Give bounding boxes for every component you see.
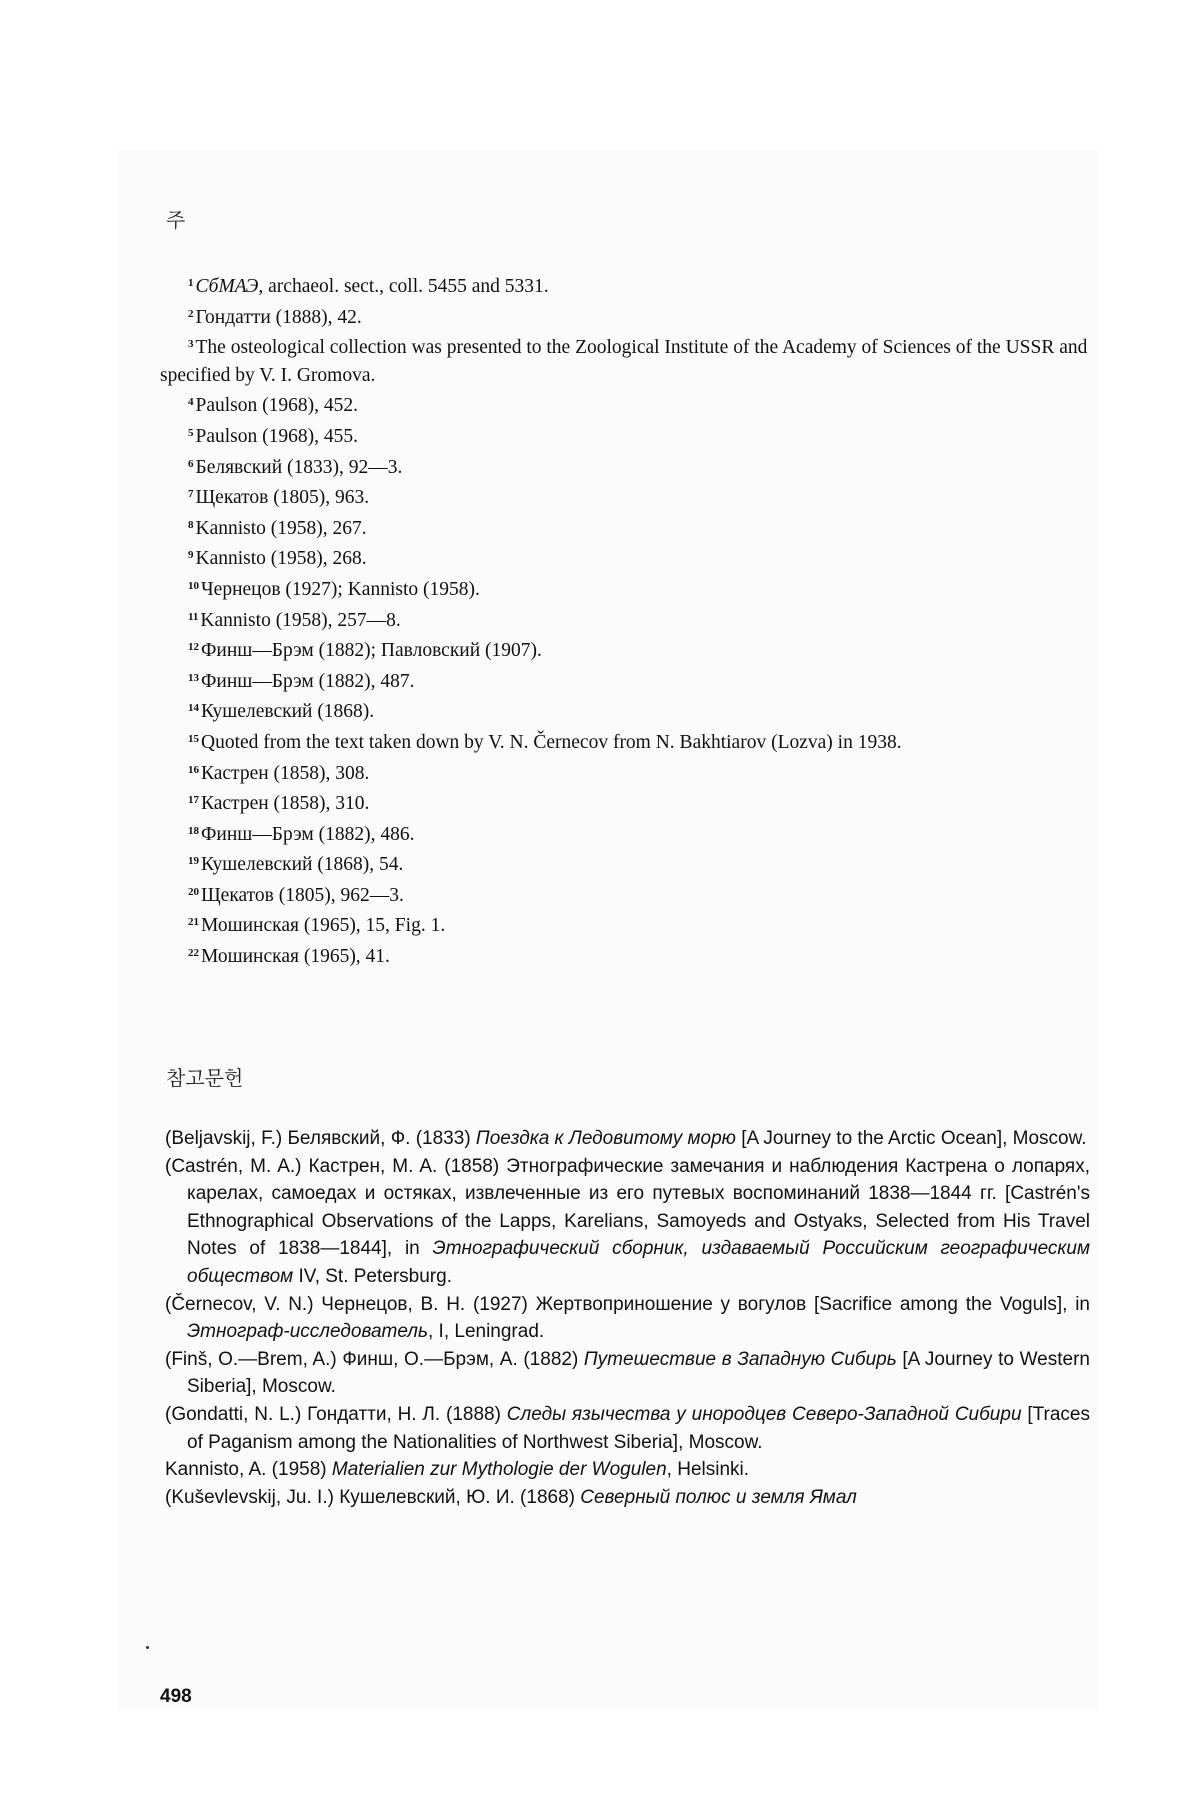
notes-heading: 주 [166,208,186,232]
footnote-13: $^{13}$ Финш—Брэм (1882), 487. [188,670,415,692]
footnote-16: $^{16}$ Кастрен (1858), 308. [188,762,370,784]
footnote-6: $^6$ Белявский (1833), 92—3. [188,456,403,478]
footnote-11: $^{11}$ Kannisto (1958), 257—8. [188,609,401,631]
footnote-5: $^5$ Paulson (1968), 455. [188,425,358,447]
footnote-1: $^1$ СбМАЭ, archaeol. sect., coll. 5455 and 5331. [188,276,549,297]
footnote-2: $^2$ Гондатти (1888), 42. [188,306,362,328]
reference-cernecov: (Černecov, V. N.) Чернецов, В. Н. (1927) Жертвоприношение у вогулов [Sacrifice among the Voguls], in Этнограф-исследователь, I, Leningrad. [165,1293,1090,1343]
footnote-18: $^{18}$ Финш—Брэм (1882), 486. [188,823,415,845]
reference-kannisto: Kannisto, A. (1958) Materialien zur Mythologie der Wogulen, Helsinki. [165,1459,750,1481]
footnote-3: $^3$ The osteological collection was presented to the Zoological Institute of the Academy of Sciences of the USSR and specified by V. I. Gromova. [160,337,1088,386]
reference-kuselevskij: (Kuševlevskij, Ju. I.) Кушелевский, Ю. И. (1868) Северный полюс и земля Ямал [165,1486,857,1508]
footnotes-list [160,270,1090,971]
page-number: 498 [160,1686,192,1707]
footnote-9: $^9$ Kannisto (1958), 268. [188,548,367,570]
footnote-8: $^8$ Kannisto (1958), 267. [188,517,367,539]
footnote-4: $^4$ Paulson (1968), 452. [188,395,358,417]
footnote-21: $^{21}$ Мошинская (1965), 15, Fig. 1. [188,915,446,937]
references-heading: 참고문헌 [166,1066,244,1090]
references-list [165,1125,1090,1511]
footnote-15: $^{15}$ Quoted from the text taken down by V. N. Černecov from N. Bakhtiarov (Lozva) in 1938. [188,731,902,753]
footnote-22: $^{22}$ Мошинская (1965), 41. [188,946,390,968]
footnote-20: $^{20}$ Щекатов (1805), 962—3. [188,884,404,906]
footnote-14: $^{14}$ Кушелевский (1868). [188,701,375,723]
scan-speck [146,1646,149,1649]
footnote-17: $^{17}$ Кастрен (1858), 310. [188,793,370,815]
reference-finsh-brem: (Finš, O.—Brem, A.) Финш, O.—Брэм, A. (1882) Путешествие в Западную Сибирь [A Journey to Western Siberia], Moscow. [165,1348,1090,1398]
footnote-12: $^{12}$ Финш—Брэм (1882); Павловский (1907). [188,640,542,662]
reference-beljavskij: (Beljavskij, F.) Белявский, Ф. (1833) Поездка к Ледовитому морю [A Journey to the Arctic Ocean], Moscow. [165,1128,1087,1149]
reference-castren: (Castrén, M. A.) Кастрен, M. A. (1858) Этнографические замечания и наблюдения Кастрена о лопарях, карелах, самоедах и остяках, извлеченные из его путевых воспоминаний 1838—1844 гг. [Castrén's Ethnographical Observations of the Lapps, Karelians, Samoyeds and Ostyaks, Selected from His Travel Notes of 1838—1844], in Этнографический сборник, издаваемый Российским географическим обществом IV, St. Petersburg. [165,1155,1090,1287]
footnote-7: $^7$ Щекатов (1805), 963. [188,487,370,509]
footnote-19: $^{19}$ Кушелевский (1868), 54. [188,854,404,876]
footnote-10: $^{10}$ Чернецов (1927); Kannisto (1958). [188,578,480,600]
reference-gondatti: (Gondatti, N. L.) Гондатти, Н. Л. (1888) Следы язычества у инородцев Северо-Западной Сибири [Traces of Paganism among the Nationalities of Northwest Siberia], Moscow. [165,1403,1090,1453]
